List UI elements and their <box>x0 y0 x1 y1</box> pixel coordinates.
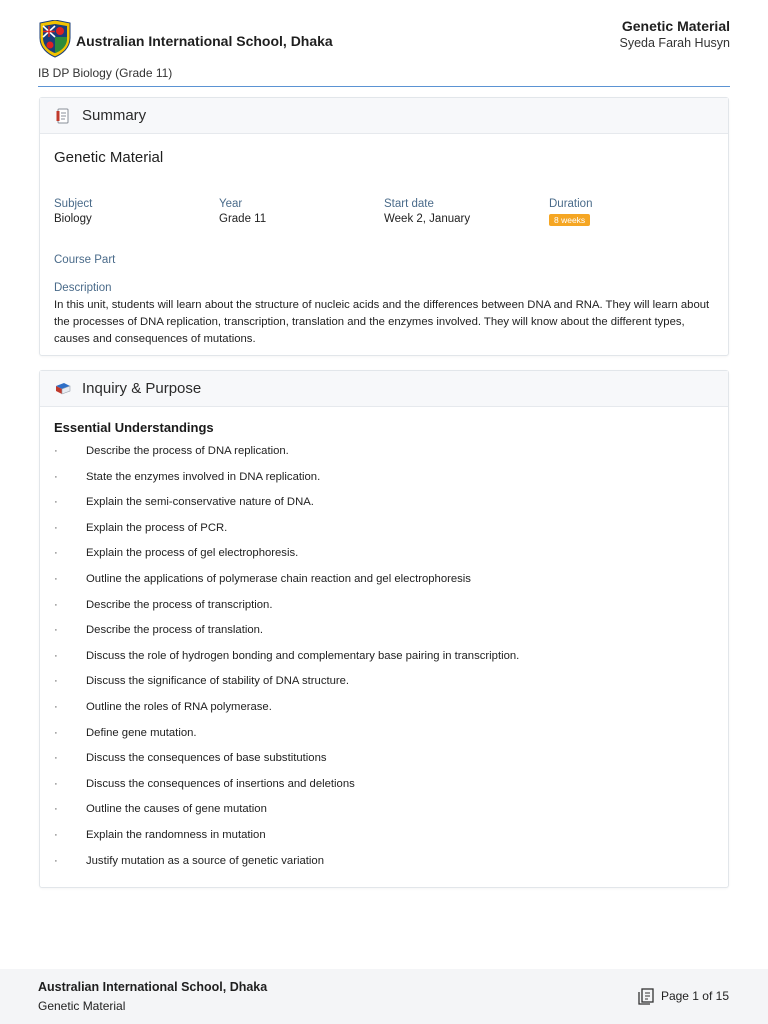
list-item <box>54 571 519 597</box>
list-item-text: Justify mutation as a source of genetic variation <box>86 854 324 867</box>
page-number: Page 1 of 15 <box>660 989 729 1003</box>
list-item-text: Discuss the consequences of insertions and deletions <box>86 777 355 790</box>
list-item <box>54 545 519 571</box>
book-icon <box>55 381 71 397</box>
summary-card-header <box>40 98 728 134</box>
list-item-text: State the enzymes involved in DNA replication. <box>86 470 321 483</box>
list-item-text: Discuss the consequences of base substitutions <box>86 752 327 765</box>
list-item <box>54 699 519 725</box>
list-item-text: Define gene mutation. <box>86 726 197 739</box>
bullet-icon: · <box>54 470 58 483</box>
list-item <box>54 443 519 469</box>
essential-understandings-title: Essential Understandings <box>54 420 214 435</box>
essential-understandings-list <box>54 443 519 878</box>
bullet-icon: · <box>54 521 58 534</box>
bullet-icon: · <box>54 445 58 457</box>
page-header <box>38 18 730 64</box>
list-item <box>54 520 519 546</box>
list-item <box>54 494 519 520</box>
inquiry-card-header <box>40 371 728 407</box>
bullet-icon: · <box>54 854 58 867</box>
year-field <box>219 198 266 225</box>
duration-badge: 8 weeks <box>549 214 590 226</box>
bullet-icon: · <box>54 752 58 765</box>
course-name: IB DP Biology (Grade 11) <box>38 66 173 80</box>
list-item-text: Outline the applications of polymerase chain reaction and gel electrophoresis <box>86 572 471 585</box>
start-date-label: Start date <box>384 198 434 210</box>
description-text: In this unit, students will learn about the structure of nucleic acids and the differences between DNA and RNA. They will learn about the processes of DNA replication, transcription, translation and the enzymes involved. They will know about the different types, causes and consequences of mutations. <box>54 299 710 345</box>
summary-heading: Summary <box>82 107 147 124</box>
bullet-icon: · <box>54 675 58 688</box>
bullet-icon: · <box>54 828 58 841</box>
list-item-text: Explain the randomness in mutation <box>86 828 266 841</box>
list-item-text: Outline the causes of gene mutation <box>86 803 267 816</box>
notes-icon <box>55 108 71 124</box>
document-author: Syeda Farah Husyn <box>619 36 730 50</box>
list-item <box>54 673 519 699</box>
bullet-icon: · <box>54 649 58 662</box>
bullet-icon: · <box>54 496 58 509</box>
description-label: Description <box>54 282 112 294</box>
list-item-text: Explain the process of PCR. <box>86 521 228 534</box>
list-item-text: Describe the process of transcription. <box>86 598 273 611</box>
list-item <box>54 597 519 623</box>
list-item <box>54 725 519 751</box>
list-item-text: Discuss the significance of stability of DNA structure. <box>86 675 350 688</box>
course-part-label: Course Part <box>54 254 116 266</box>
list-item <box>54 801 519 827</box>
duration-field <box>549 198 592 228</box>
start-date-value: Week 2, January <box>384 213 471 225</box>
bullet-icon: · <box>54 547 58 560</box>
list-item <box>54 622 519 648</box>
school-name: Australian International School, Dhaka <box>76 33 333 49</box>
duration-label: Duration <box>549 198 593 210</box>
list-item-text: Describe the process of DNA replication. <box>86 445 289 457</box>
summary-card <box>39 97 729 356</box>
bullet-icon: · <box>54 777 58 790</box>
subject-field <box>54 198 92 225</box>
year-label: Year <box>219 198 243 210</box>
header-divider <box>38 86 730 87</box>
bullet-icon: · <box>54 572 58 585</box>
year-value: Grade 11 <box>219 213 267 225</box>
page-footer <box>0 969 768 1024</box>
footer-document-title: Genetic Material <box>38 999 126 1013</box>
list-item <box>54 750 519 776</box>
document-title: Genetic Material <box>621 18 730 34</box>
bullet-icon: · <box>54 726 58 739</box>
inquiry-card <box>39 370 729 888</box>
list-item-text: Discuss the role of hydrogen bonding and complementary base pairing in transcription. <box>86 649 520 662</box>
bullet-icon: · <box>54 624 58 637</box>
list-item <box>54 776 519 802</box>
inquiry-heading: Inquiry & Purpose <box>82 380 202 397</box>
list-item-text: Outline the roles of RNA polymerase. <box>86 700 272 713</box>
subject-value: Biology <box>54 213 92 225</box>
document-pages-icon <box>638 988 654 1005</box>
school-crest-icon <box>38 20 72 58</box>
bullet-icon: · <box>54 598 58 611</box>
subject-label: Subject <box>54 198 93 210</box>
unit-title: Genetic Material <box>54 149 164 166</box>
list-item <box>54 853 519 879</box>
list-item-text: Describe the process of translation. <box>86 624 264 637</box>
footer-school-name: Australian International School, Dhaka <box>38 980 268 994</box>
list-item <box>54 648 519 674</box>
list-item <box>54 827 519 853</box>
start-date-field <box>384 198 470 225</box>
list-item-text: Explain the semi-conservative nature of DNA. <box>86 496 314 509</box>
bullet-icon: · <box>54 700 58 713</box>
list-item-text: Explain the process of gel electrophoresis. <box>86 547 299 560</box>
list-item <box>54 469 519 495</box>
bullet-icon: · <box>54 803 58 816</box>
